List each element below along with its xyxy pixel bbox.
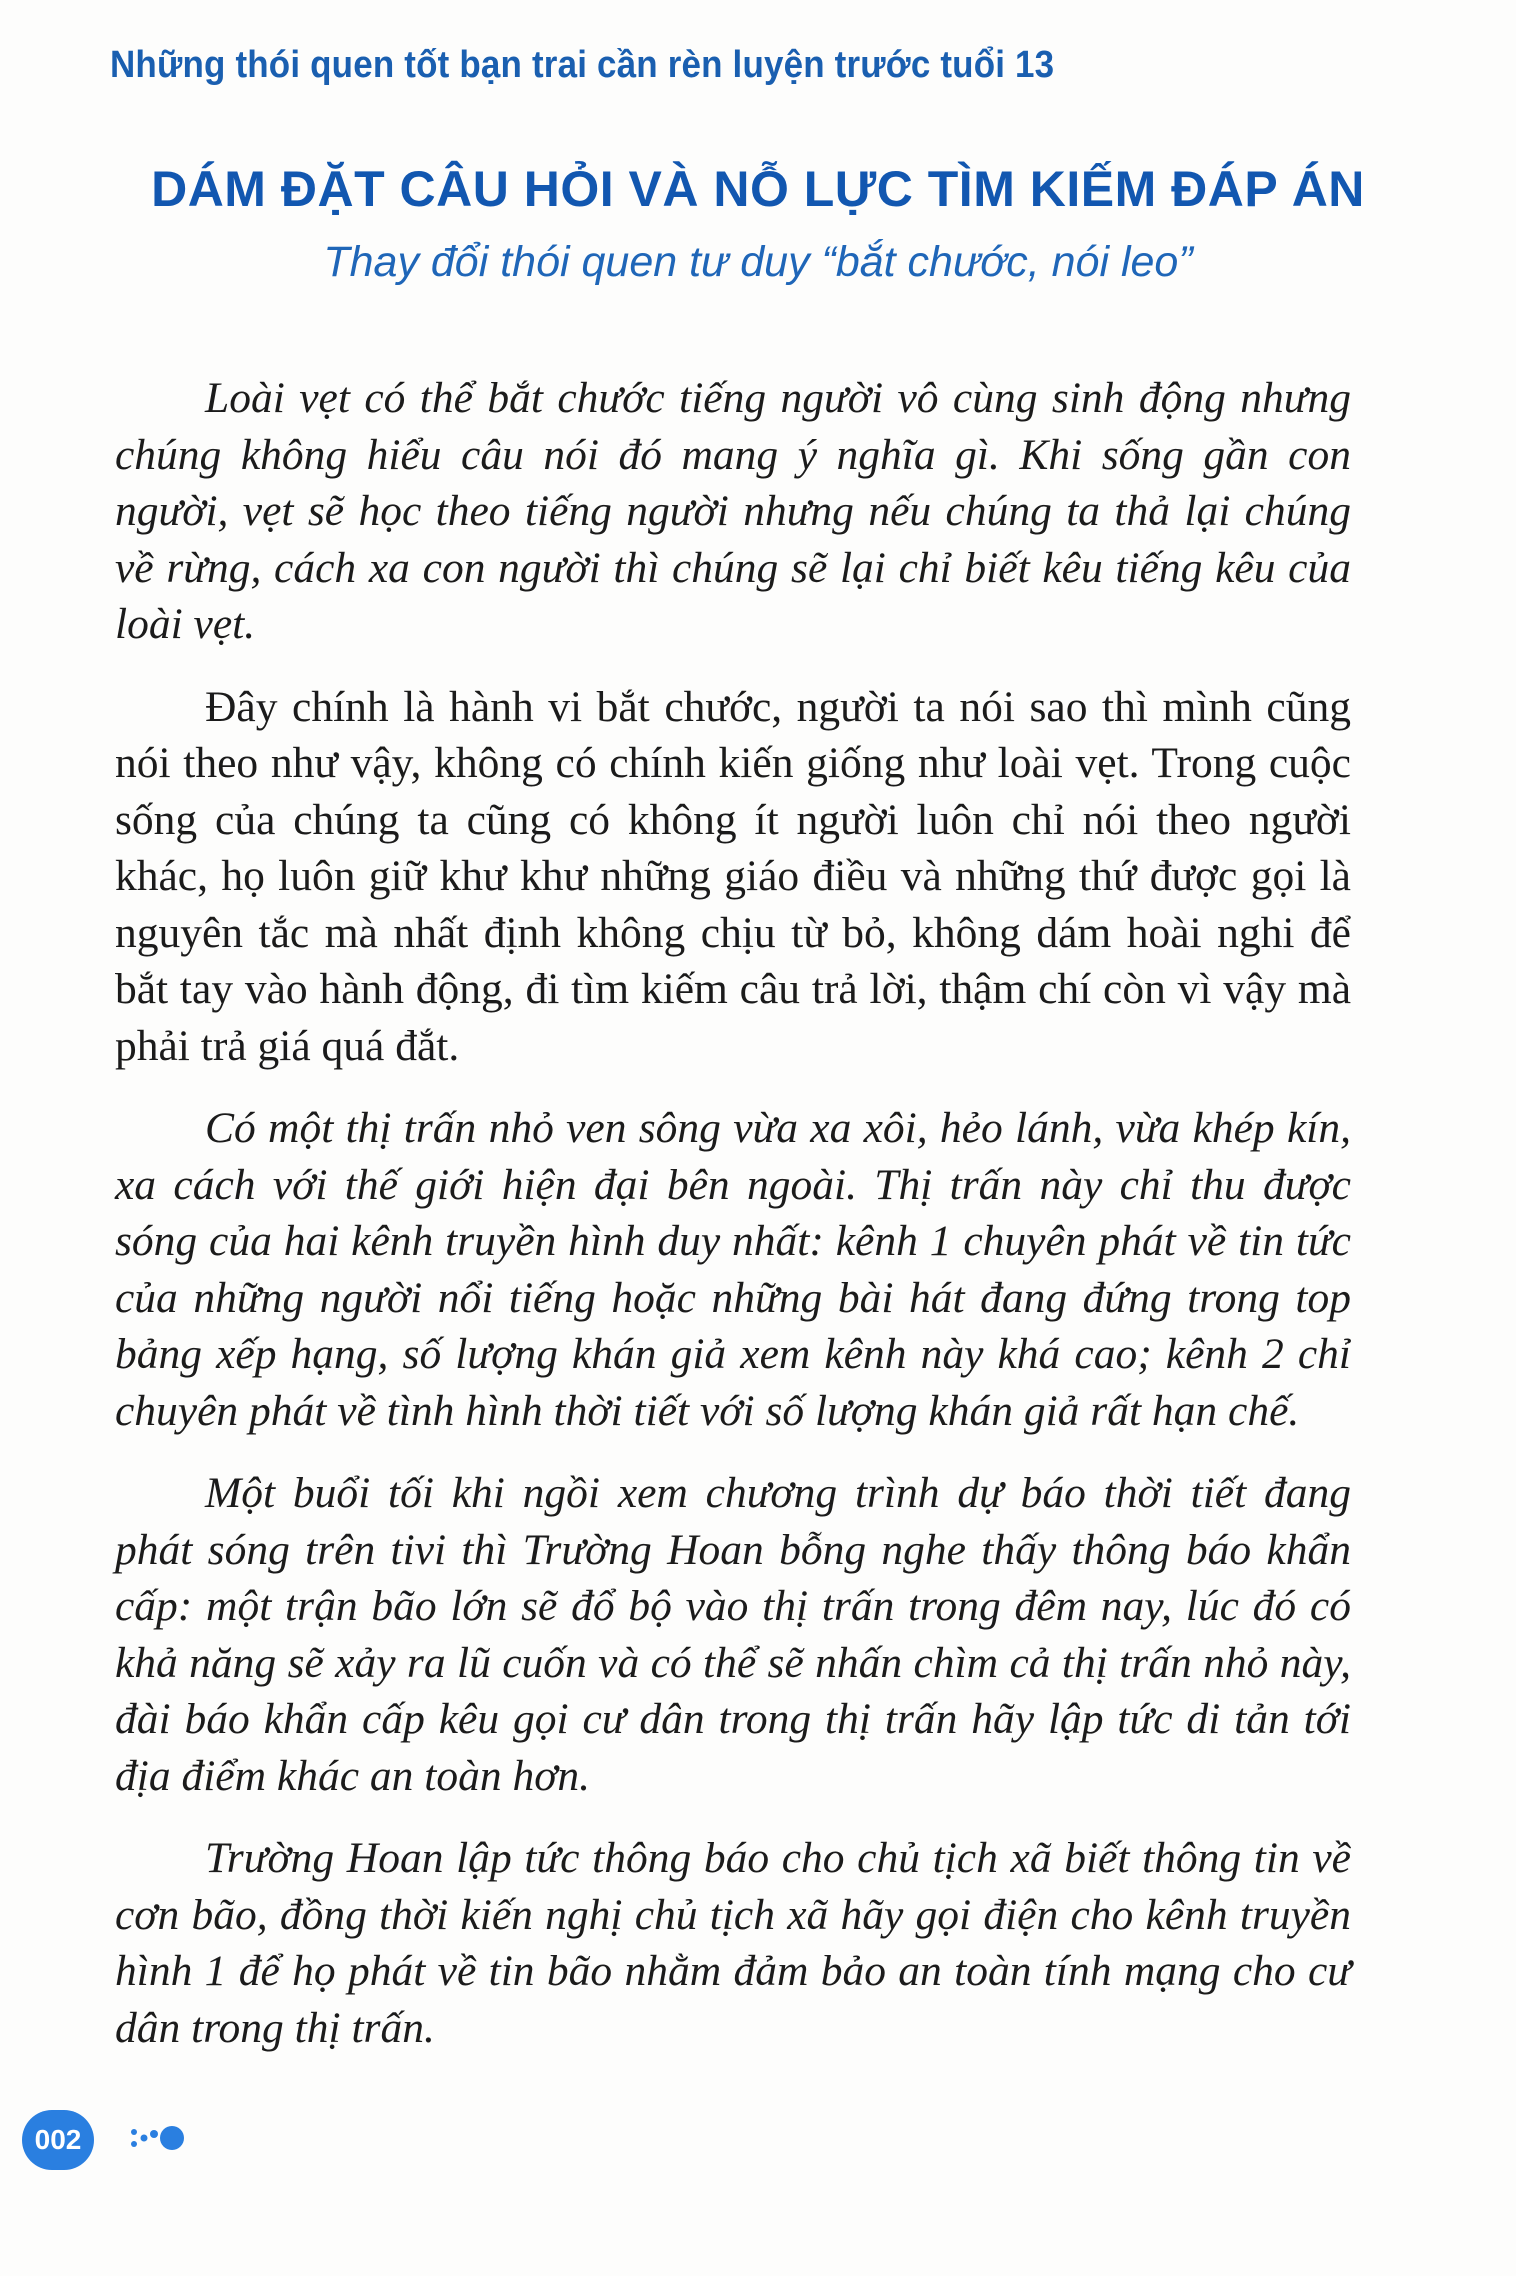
chapter-title: DÁM ĐẶT CÂU HỎI VÀ NỖ LỰC TÌM KIẾM ĐÁP ÁN bbox=[151, 161, 1365, 217]
paragraph-5: Trường Hoan lập tức thông báo cho chủ tịch xã biết thông tin về cơn bão, đồng thời kiến nghị chủ tịch xã hãy gọi điện cho kênh truyền hình 1 để họ phát về tin bão nhằm đảm bảo an toàn tính mạng cho cư dân trong thị trấn. bbox=[115, 1834, 1351, 2052]
paragraph-1: Loài vẹt có thể bắt chước tiếng người vô cùng sinh động nhưng chúng không hiểu câu nói đó mang ý nghĩa gì. Khi sống gần con người, vẹt sẽ học theo tiếng người nhưng nếu chúng ta thả lại chúng về rừng, cách xa con người thì chúng sẽ lại chỉ biết kêu tiếng kêu của loài vẹt. bbox=[115, 374, 1351, 648]
paragraph-2: Đây chính là hành vi bắt chước, người ta nói sao thì mình cũng nói theo như vậy, không có chính kiến giống như loài vẹt. Trong cuộc sống của chúng ta cũng có không ít người luôn chỉ nói theo người khác, họ luôn giữ khư khư những giáo điều và những thứ được gọi là nguyên tắc mà nhất định không chịu từ bỏ, không dám hoài nghi để bắt tay vào hành động, đi tìm kiếm câu trả lời, thậm chí còn vì vậy mà phải trả giá quá đắt. bbox=[115, 682, 1351, 1070]
running-header: Những thói quen tốt bạn trai cần rèn luyện trước tuổi 13 bbox=[110, 44, 1055, 86]
chapter-subtitle: Thay đổi thói quen tư duy “bắt chước, nói leo” bbox=[323, 238, 1193, 286]
paragraph-4: Một buổi tối khi ngồi xem chương trình dự báo thời tiết đang phát sóng trên tivi thì Trường Hoan bỗng nghe thấy thông báo khẩn cấp: một trận bão lớn sẽ đổ bộ vào thị trấn trong đêm nay, lúc đó có khả năng sẽ xảy ra lũ cuốn và có thể sẽ nhấn chìm cả thị trấn nhỏ này, đài báo khẩn cấp kêu gọi cư dân trong thị trấn hãy lập tức di tản tới địa điểm khác an toàn hơn. bbox=[115, 1469, 1351, 1800]
decorative-dots-icon bbox=[128, 2118, 198, 2158]
page-number-badge: 002 bbox=[22, 2110, 94, 2170]
paragraph-3: Có một thị trấn nhỏ ven sông vừa xa xôi, hẻo lánh, vừa khép kín, xa cách với thế giới hiện đại bên ngoài. Thị trấn này chỉ thu được sóng của hai kênh truyền hình duy nhất: kênh 1 chuyên phát về tin tức của những người nổi tiếng hoặc những bài hát đang đứng trong top bảng xếp hạng, số lượng khán giả xem kênh này khá cao; kênh 2 chỉ chuyên phát về tình hình thời tiết với số lượng khán giả rất hạn chế. bbox=[115, 1104, 1351, 1435]
body-text bbox=[115, 370, 1351, 2082]
